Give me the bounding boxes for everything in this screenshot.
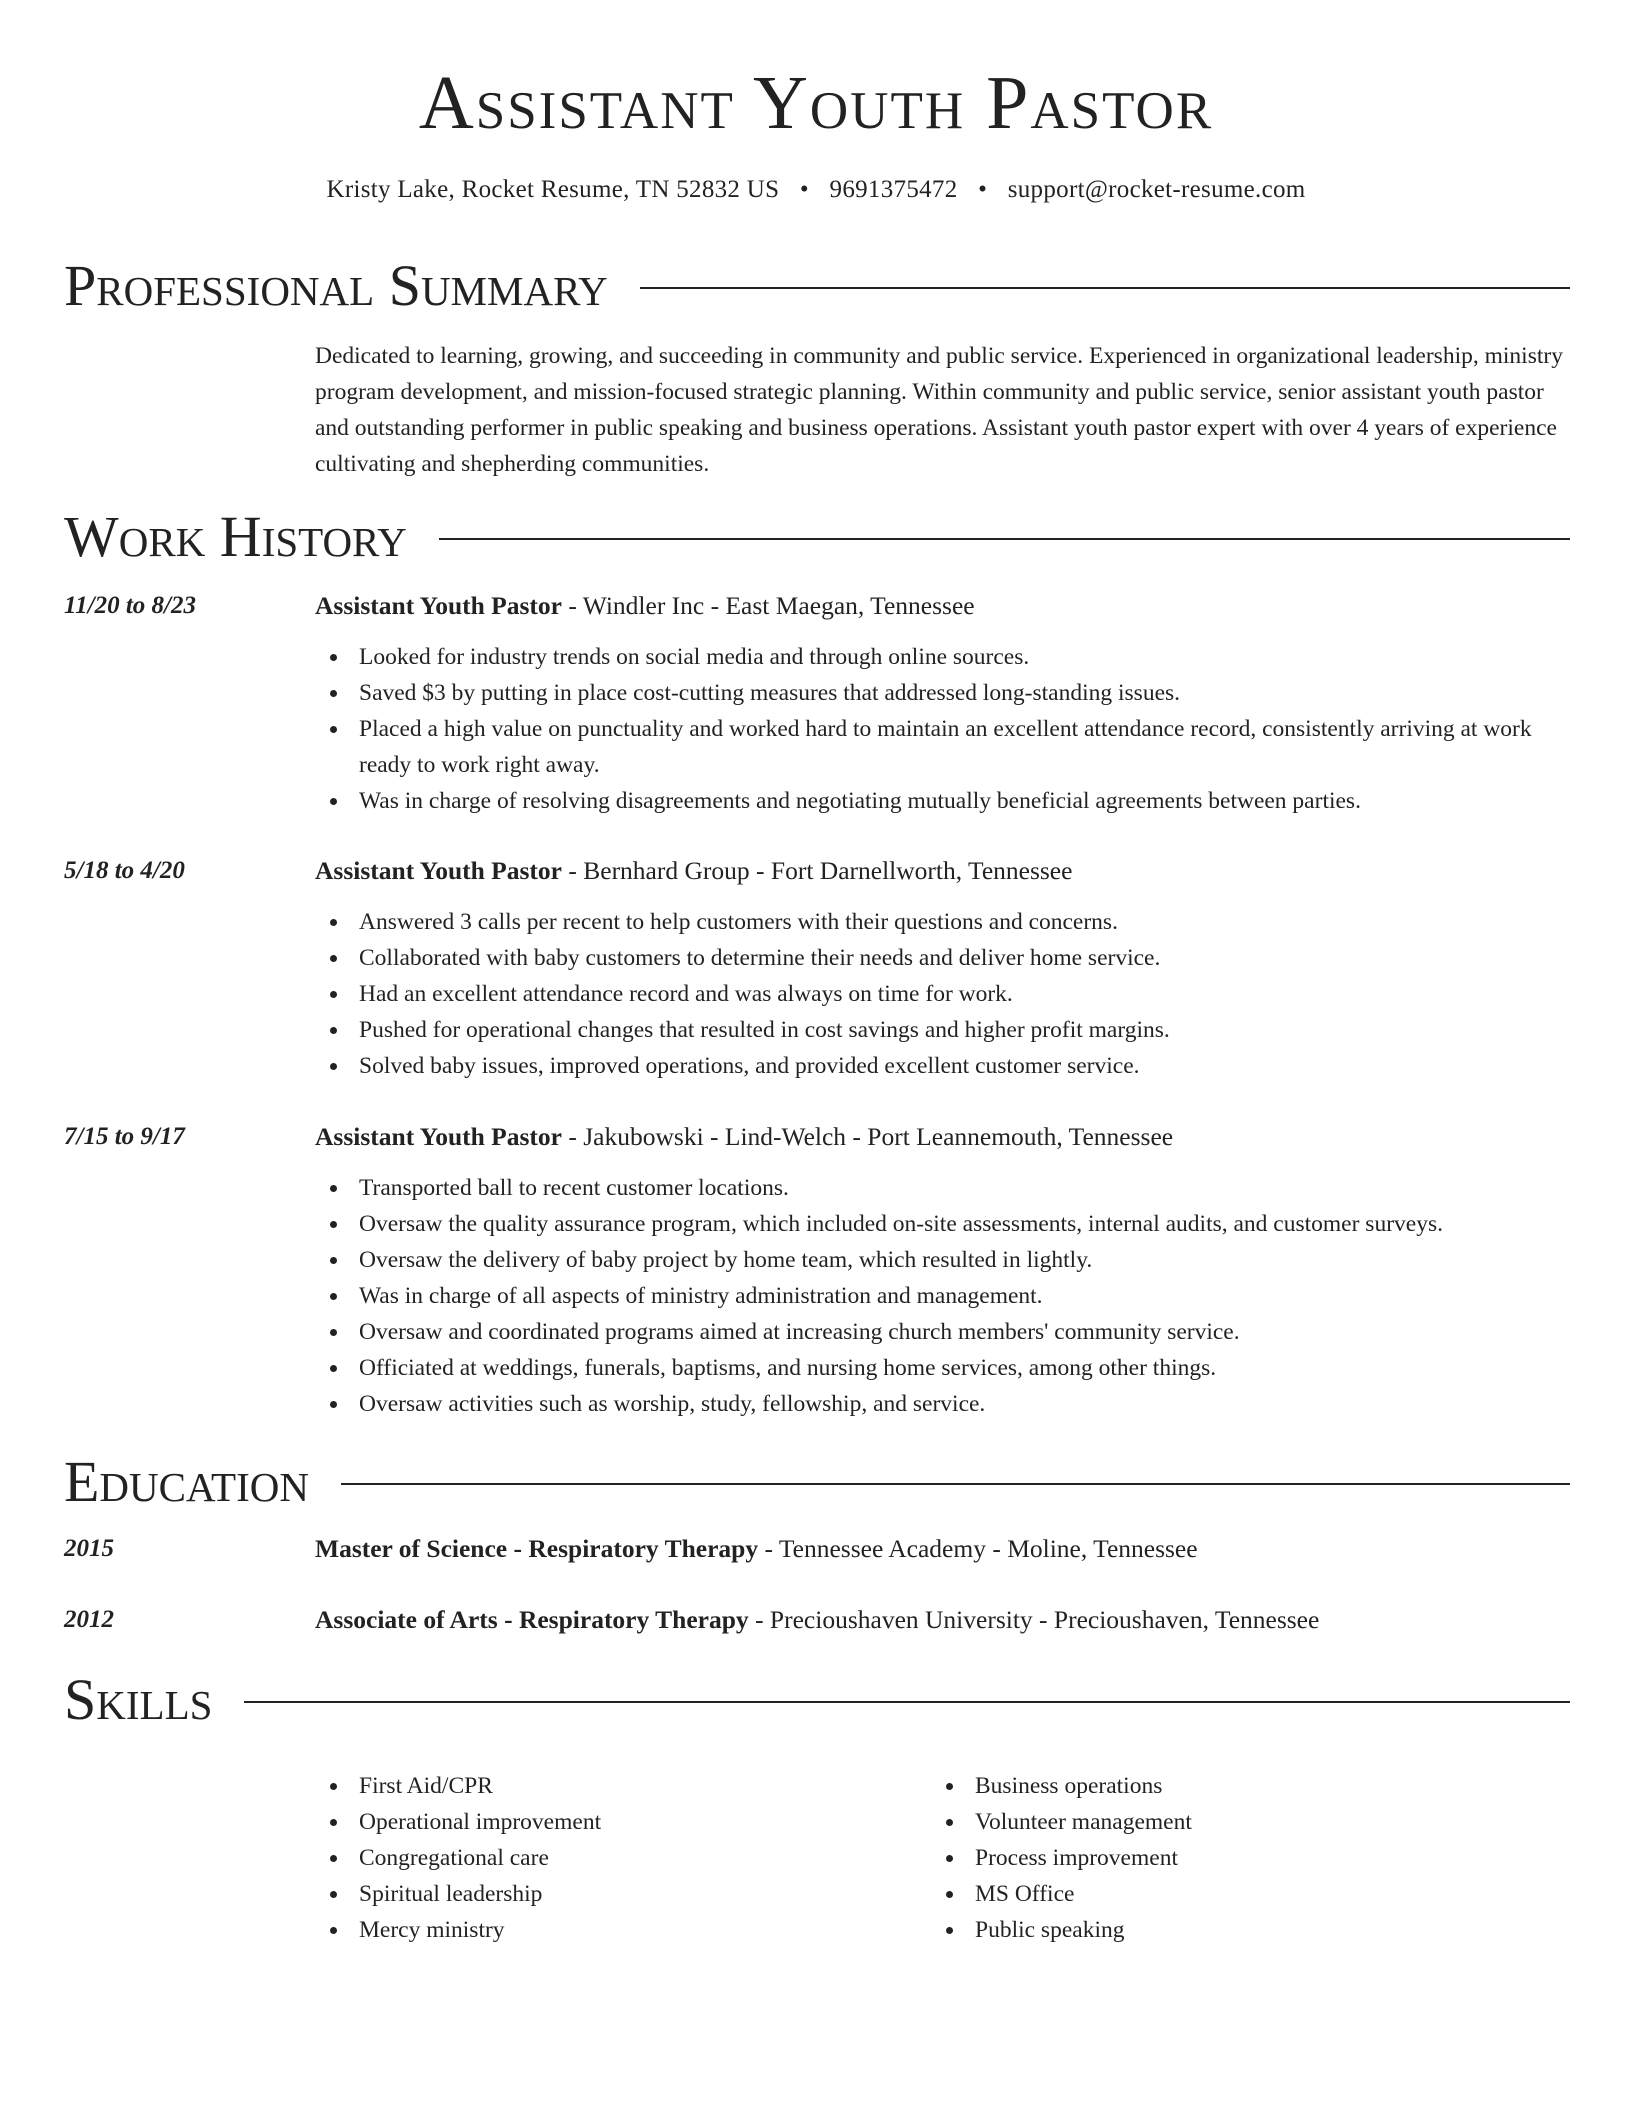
- work-dates: 11/20 to 8/23: [64, 592, 196, 619]
- school-details: - Tennessee Academy - Moline, Tennessee: [758, 1534, 1198, 1563]
- summary-text: Dedicated to learning, growing, and succeeding in community and public service. Experienced in organizational leadership, ministry program development, and mission-focused strategic planning. Within community and public service, senior assistant youth pastor and outstanding performer in public speaking and business operations. Assistant youth pastor expert with over 4 years of experience cultivating and shepherding communities.: [315, 343, 1563, 477]
- list-item: Officiated at weddings, funerals, baptisms, and nursing home services, among other things.: [359, 1350, 1577, 1386]
- education-year: 2015: [64, 1535, 114, 1562]
- education-section-header: [64, 1450, 1570, 1514]
- work-heading: [315, 854, 1575, 888]
- contact-address: Kristy Lake, Rocket Resume, TN 52832 US: [326, 176, 780, 203]
- skill-item: Process improvement: [975, 1840, 1192, 1876]
- contact-separator: •: [978, 176, 988, 203]
- skill-item: MS Office: [975, 1876, 1192, 1912]
- resume-name: Assistant Youth Pastor: [418, 61, 1214, 145]
- list-item: Oversaw the quality assurance program, which included on-site assessments, internal audits, and customer surveys.: [359, 1206, 1577, 1242]
- section-divider: [640, 287, 1570, 289]
- section-divider: [341, 1483, 1570, 1485]
- list-item: Had an excellent attendance record and was always on time for work.: [359, 976, 1577, 1012]
- job-title: Assistant Youth Pastor: [315, 1122, 562, 1151]
- skill-item: First Aid/CPR: [359, 1768, 601, 1804]
- list-item: Answered 3 calls per recent to help customers with their questions and concerns.: [359, 904, 1577, 940]
- degree: Associate of Arts - Respiratory Therapy: [315, 1605, 749, 1634]
- section-title: Skills: [64, 1667, 213, 1732]
- section-divider: [244, 1701, 1570, 1703]
- skills-section-header: [64, 1668, 1570, 1732]
- section-title: Education: [64, 1449, 309, 1514]
- education-year: 2012: [64, 1606, 114, 1633]
- skill-item: Mercy ministry: [359, 1912, 601, 1948]
- skill-item: Spiritual leadership: [359, 1876, 601, 1912]
- work-bullets: [315, 904, 1577, 1084]
- list-item: Collaborated with baby customers to determine their needs and deliver home service.: [359, 940, 1577, 976]
- degree: Master of Science - Respiratory Therapy: [315, 1534, 759, 1563]
- school-details: - Precioushaven University - Precioushaven, Tennessee: [748, 1605, 1320, 1634]
- education-heading: [315, 1603, 1319, 1637]
- list-item: Was in charge of resolving disagreements and negotiating mutually beneficial agreements between parties.: [359, 783, 1577, 819]
- job-details: - Bernhard Group - Fort Darnellworth, Tennessee: [562, 856, 1073, 885]
- job-details: - Jakubowski - Lind-Welch - Port Leannemouth, Tennessee: [562, 1122, 1174, 1151]
- job-details: - Windler Inc - East Maegan, Tennessee: [562, 591, 975, 620]
- work-section-header: [64, 505, 1570, 569]
- skill-item: Volunteer management: [975, 1804, 1192, 1840]
- skill-item: Business operations: [975, 1768, 1192, 1804]
- education-heading: [315, 1532, 1198, 1566]
- list-item: Solved baby issues, improved operations, and provided excellent customer service.: [359, 1048, 1577, 1084]
- list-item: Pushed for operational changes that resulted in cost savings and higher profit margins.: [359, 1012, 1577, 1048]
- skills-list-left: [359, 1768, 601, 1948]
- skill-item: Congregational care: [359, 1840, 601, 1876]
- list-item: Was in charge of all aspects of ministry administration and management.: [359, 1278, 1577, 1314]
- work-dates: 5/18 to 4/20: [64, 857, 185, 884]
- contact-line: [0, 174, 1632, 206]
- section-divider: [439, 538, 1570, 540]
- list-item: Oversaw and coordinated programs aimed at increasing church members' community service.: [359, 1314, 1577, 1350]
- job-title: Assistant Youth Pastor: [315, 591, 562, 620]
- summary-section-header: [64, 254, 1570, 318]
- work-bullets: [315, 1170, 1577, 1422]
- work-bullets: [315, 639, 1577, 819]
- list-item: Oversaw the delivery of baby project by home team, which resulted in lightly.: [359, 1242, 1577, 1278]
- list-item: Saved $3 by putting in place cost-cutting measures that addressed long-standing issues.: [359, 675, 1577, 711]
- contact-email: support@rocket-resume.com: [1007, 176, 1306, 203]
- section-title: Work History: [64, 504, 407, 569]
- skill-item: Public speaking: [975, 1912, 1192, 1948]
- list-item: Oversaw activities such as worship, study, fellowship, and service.: [359, 1386, 1577, 1422]
- skill-item: Operational improvement: [359, 1804, 601, 1840]
- list-item: Placed a high value on punctuality and worked hard to maintain an excellent attendance record, consistently arriving at work ready to work right away.: [359, 711, 1577, 783]
- work-dates: 7/15 to 9/17: [64, 1123, 185, 1150]
- contact-separator: •: [799, 176, 809, 203]
- section-title: Professional Summary: [64, 253, 608, 318]
- job-title: Assistant Youth Pastor: [315, 856, 562, 885]
- contact-phone: 9691375472: [829, 176, 958, 203]
- list-item: Looked for industry trends on social media and through online sources.: [359, 639, 1577, 675]
- work-heading: [315, 589, 1575, 623]
- skills-list-right: [975, 1768, 1192, 1948]
- list-item: Transported ball to recent customer locations.: [359, 1170, 1577, 1206]
- work-heading: [315, 1120, 1575, 1154]
